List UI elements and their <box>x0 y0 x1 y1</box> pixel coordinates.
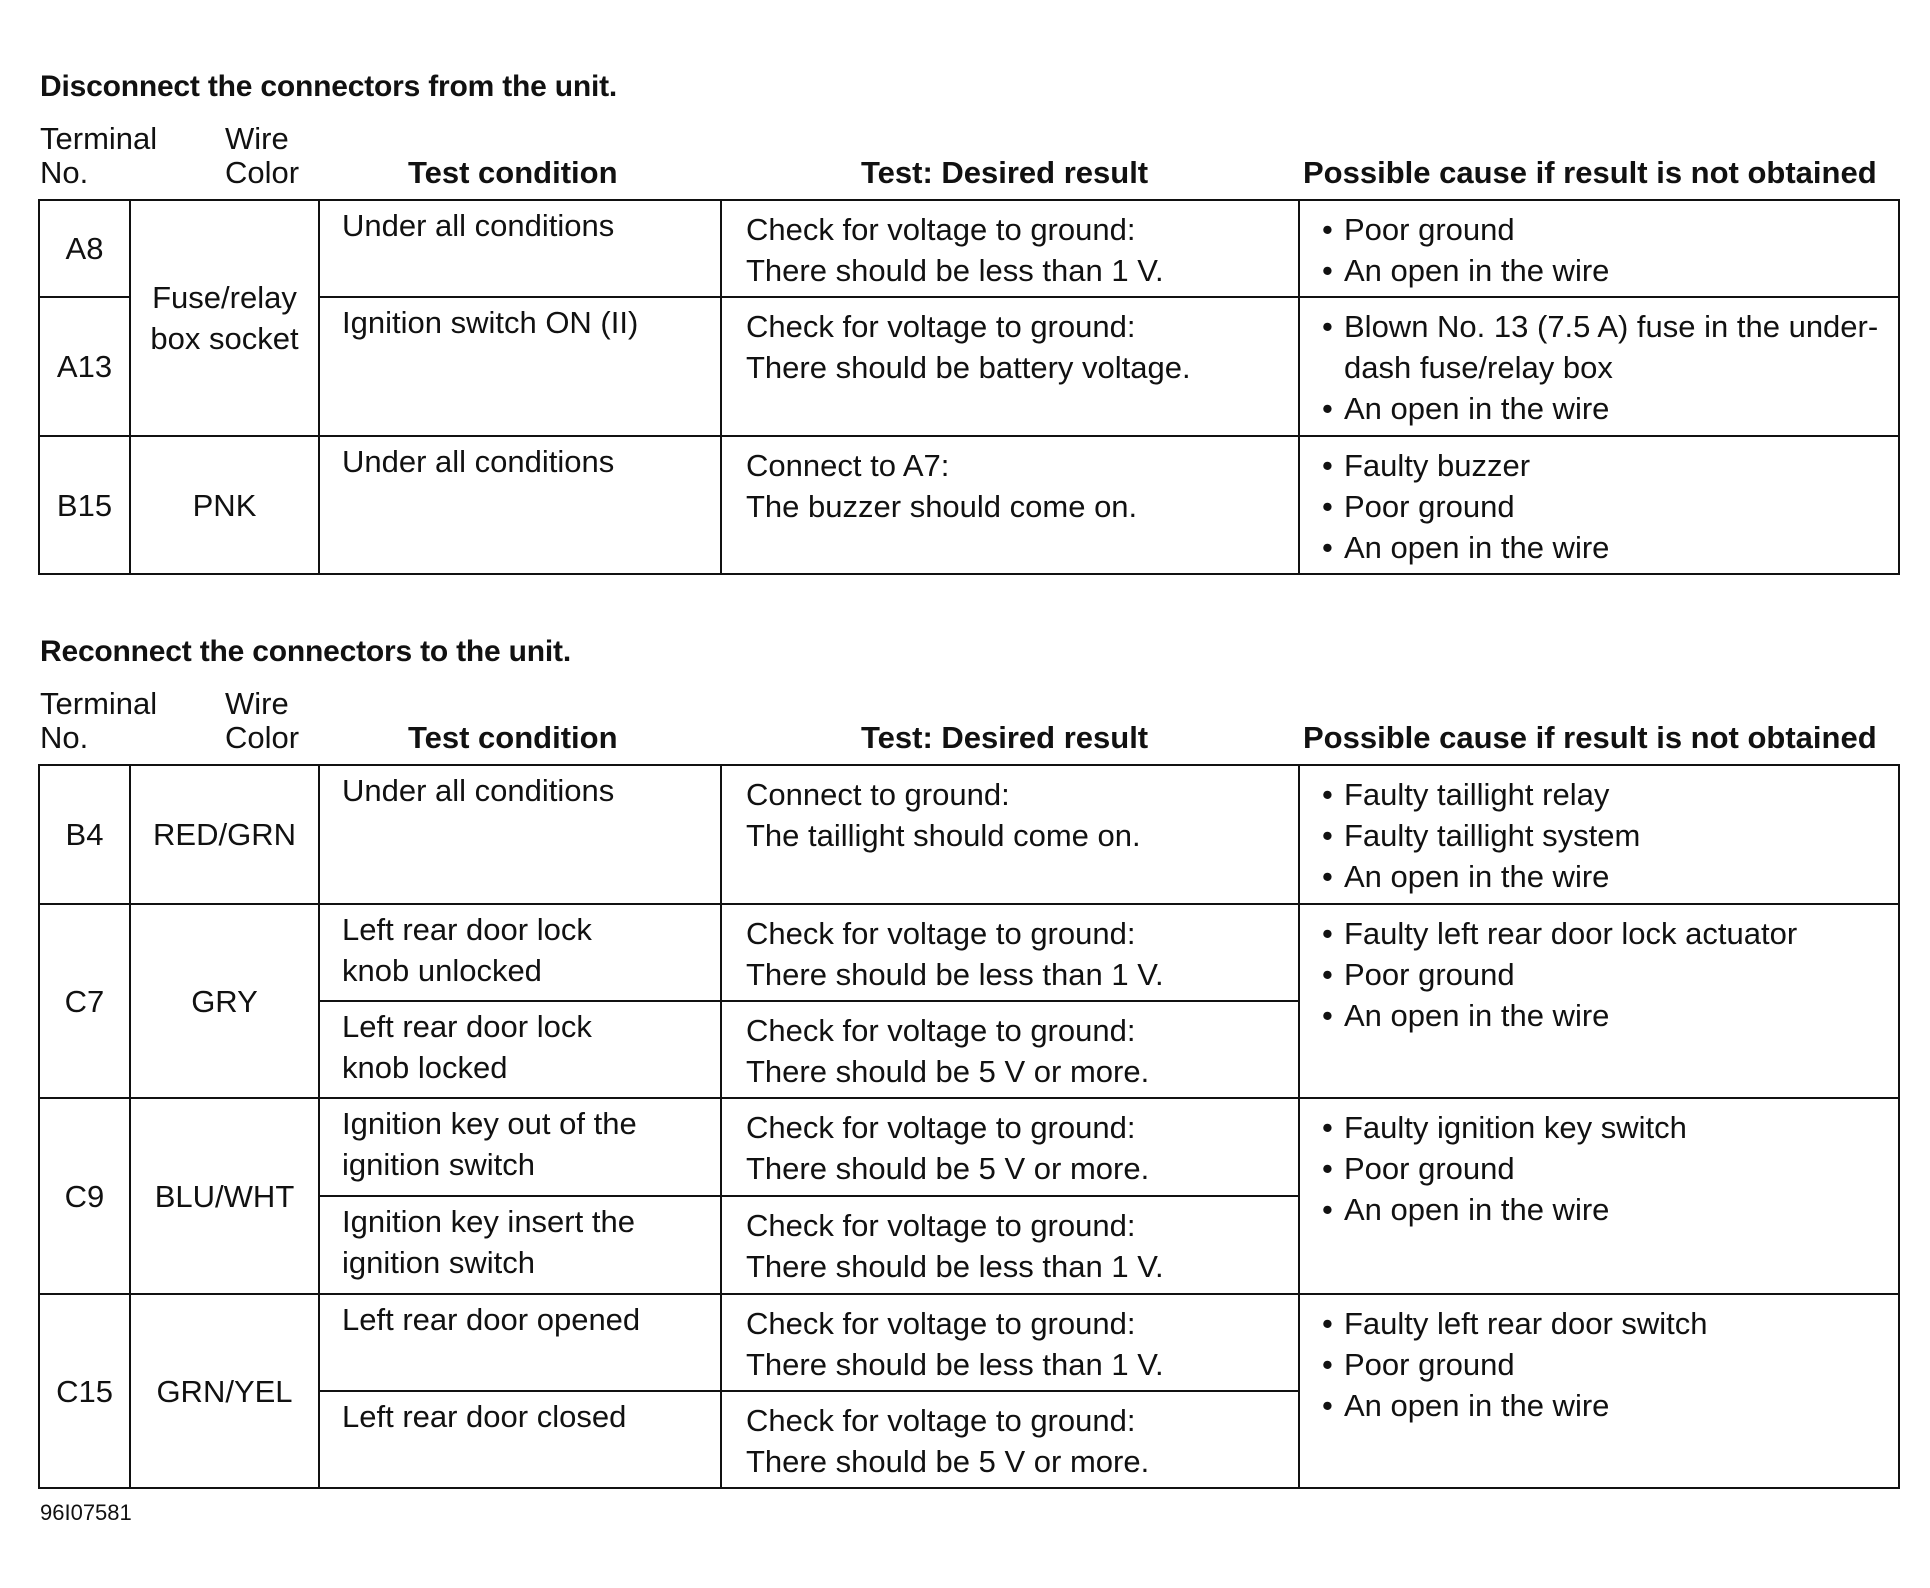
test-condition-cell: Left rear door closed <box>319 1391 721 1488</box>
list-item: • Faulty left rear door lock actuator <box>1322 913 1886 954</box>
table-disconnect <box>38 199 1900 575</box>
desired-result-cell: Check for voltage to ground: There should be battery voltage. <box>721 297 1299 436</box>
section-title-disconnect: Disconnect the connectors from the unit. <box>40 70 618 103</box>
list-item: • An open in the wire <box>1322 1385 1886 1426</box>
table-row <box>39 1294 1899 1391</box>
test-condition-cell: Under all conditions <box>319 765 721 904</box>
possible-cause-cell <box>1299 1294 1899 1488</box>
list-item: • Faulty taillight system <box>1322 815 1886 856</box>
figure-code: 96I07581 <box>40 1500 132 1525</box>
table-row <box>39 1098 1899 1196</box>
header-terminal: Terminal No. <box>40 686 158 755</box>
desired-result-cell: Check for voltage to ground: There should be 5 V or more. <box>721 1001 1299 1098</box>
list-item: • An open in the wire <box>1322 527 1886 568</box>
table-row <box>39 765 1899 904</box>
terminal-cell: B4 <box>39 765 130 904</box>
test-condition-cell: Left rear door lock knob unlocked <box>319 904 721 1001</box>
header-wire-color: Wire Color <box>225 686 300 755</box>
list-item: • An open in the wire <box>1322 995 1886 1036</box>
list-item: • Faulty buzzer <box>1322 445 1886 486</box>
header-terminal: Terminal No. <box>40 121 158 190</box>
list-item: • An open in the wire <box>1322 250 1886 291</box>
table-row <box>39 200 1899 297</box>
possible-cause-cell <box>1299 297 1899 436</box>
desired-result-cell: Connect to A7: The buzzer should come on. <box>721 436 1299 574</box>
desired-result-cell: Check for voltage to ground: There should be 5 V or more. <box>721 1391 1299 1488</box>
desired-result-cell: Check for voltage to ground: There should be less than 1 V. <box>721 904 1299 1001</box>
terminal-cell: C15 <box>39 1294 130 1488</box>
desired-result-cell: Check for voltage to ground: There should be less than 1 V. <box>721 1294 1299 1391</box>
list-item: • Faulty taillight relay <box>1322 774 1886 815</box>
list-item: • Faulty left rear door switch <box>1322 1303 1886 1344</box>
possible-cause-cell <box>1299 436 1899 574</box>
list-item: • Poor ground <box>1322 209 1886 250</box>
possible-cause-cell <box>1299 765 1899 904</box>
terminal-cell: A13 <box>39 297 130 436</box>
desired-result-cell: Check for voltage to ground: There should be less than 1 V. <box>721 200 1299 297</box>
table-reconnect <box>38 764 1900 1489</box>
list-item: • Faulty ignition key switch <box>1322 1107 1886 1148</box>
section-title-reconnect: Reconnect the connectors to the unit. <box>40 635 571 668</box>
desired-result-cell: Connect to ground: The taillight should come on. <box>721 765 1299 904</box>
header-desired-result: Test: Desired result <box>861 155 1149 190</box>
list-item: • Poor ground <box>1322 1148 1886 1189</box>
test-condition-cell: Under all conditions <box>319 200 721 297</box>
header-test-condition: Test condition <box>408 720 618 755</box>
wire-color-cell: Fuse/relay box socket <box>130 200 319 436</box>
list-item: • Poor ground <box>1322 486 1886 527</box>
list-item: • Poor ground <box>1322 954 1886 995</box>
wire-color-cell: PNK <box>130 436 319 574</box>
table-row <box>39 904 1899 1001</box>
list-item: • Blown No. 13 (7.5 A) fuse in the under-dash fuse/relay box <box>1322 306 1886 388</box>
test-condition-cell: Ignition key insert the ignition switch <box>319 1196 721 1294</box>
test-condition-cell: Left rear door opened <box>319 1294 721 1391</box>
possible-cause-cell <box>1299 904 1899 1098</box>
terminal-cell: C9 <box>39 1098 130 1294</box>
list-item: • An open in the wire <box>1322 856 1886 897</box>
list-item: • Poor ground <box>1322 1344 1886 1385</box>
list-item: • An open in the wire <box>1322 388 1886 429</box>
header-desired-result: Test: Desired result <box>861 720 1149 755</box>
header-wire-color: Wire Color <box>225 121 300 190</box>
wire-color-cell: BLU/WHT <box>130 1098 319 1294</box>
table-row <box>39 436 1899 574</box>
possible-cause-cell <box>1299 200 1899 297</box>
header-test-condition: Test condition <box>408 155 618 190</box>
header-possible-cause: Possible cause if result is not obtained <box>1303 720 1877 755</box>
terminal-cell: A8 <box>39 200 130 297</box>
test-condition-cell: Under all conditions <box>319 436 721 574</box>
test-condition-cell: Ignition switch ON (II) <box>319 297 721 436</box>
wire-color-cell: GRN/YEL <box>130 1294 319 1488</box>
test-condition-cell: Left rear door lock knob locked <box>319 1001 721 1098</box>
list-item: • An open in the wire <box>1322 1189 1886 1230</box>
header-possible-cause: Possible cause if result is not obtained <box>1303 155 1877 190</box>
wire-color-cell: RED/GRN <box>130 765 319 904</box>
desired-result-cell: Check for voltage to ground: There should be 5 V or more. <box>721 1098 1299 1196</box>
terminal-cell: C7 <box>39 904 130 1098</box>
wire-color-cell: GRY <box>130 904 319 1098</box>
possible-cause-cell <box>1299 1098 1899 1294</box>
terminal-cell: B15 <box>39 436 130 574</box>
test-condition-cell: Ignition key out of the ignition switch <box>319 1098 721 1196</box>
desired-result-cell: Check for voltage to ground: There should be less than 1 V. <box>721 1196 1299 1294</box>
